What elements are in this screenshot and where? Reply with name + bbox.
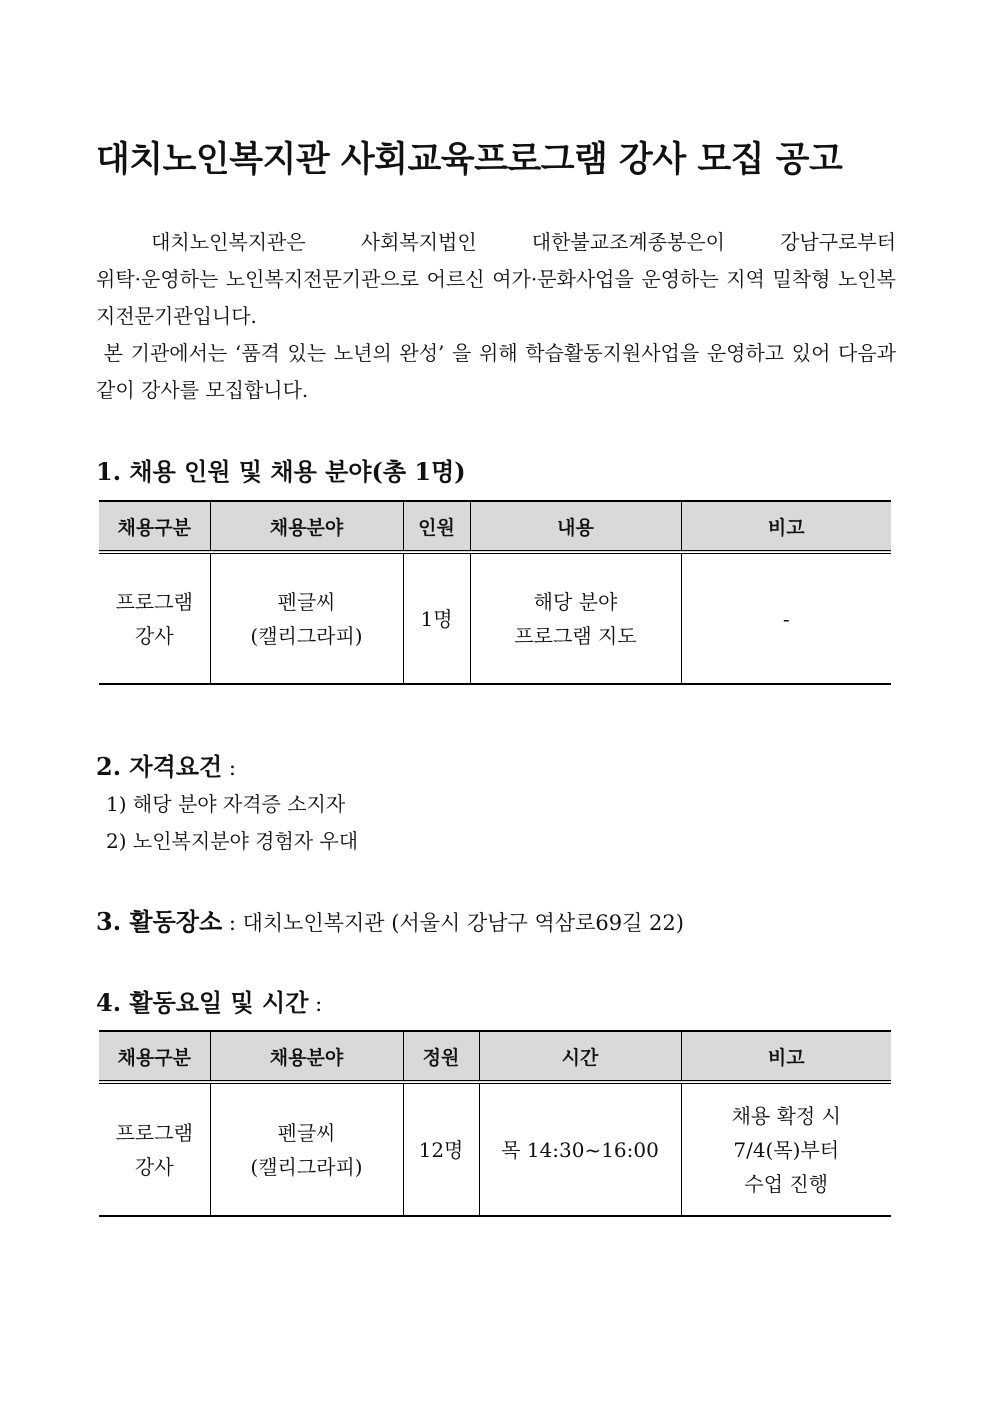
requirements-list [106,786,358,860]
cell-field: 펜글씨 (캘리그라피) [210,1082,403,1216]
section-3-heading: 3. 활동장소 : 대치노인복지관 (서울시 강남구 역삼로69길 22) [96,907,684,936]
section-1-heading: 1. 채용 인원 및 채용 분야(총 1명) [96,457,466,486]
cell-category: 프로그램 강사 [99,552,210,684]
header-category: 채용구분 [99,1031,210,1082]
header-note: 비고 [681,1031,891,1082]
cell-category: 프로그램 강사 [99,1082,210,1216]
intro-paragraph-2: 본 기관에서는 ‘품격 있는 노년의 완성’ 을 위해 학습활동지원사업을 운영하고 있어 다음과 같이 강사를 모집합니다. [96,341,897,402]
section-4-heading: 4. 활동요일 및 시간 : [96,988,323,1017]
table-header-row [99,501,891,552]
table-header-row [99,1031,891,1082]
header-content: 내용 [470,501,681,552]
intro-paragraph-1-line-1: 대치노인복지관은 사회복지법인 대한불교조계종봉은이 강남구로부터 [151,230,897,254]
cell-content: 해당 분야 프로그램 지도 [470,552,681,684]
header-field: 채용분야 [210,501,403,552]
list-item: 2) 노인복지분야 경험자 우대 [106,829,359,853]
intro-paragraph-1-rest: 위탁·운영하는 노인복지전문기관으로 어르신 여가·문화사업을 운영하는 지역 밀착형 노인복지전문기관입니다. [96,267,896,328]
list-item: 1) 해당 분야 자격증 소지자 [106,792,346,816]
header-capacity: 정원 [403,1031,479,1082]
cell-time: 목 14:30~16:00 [479,1082,681,1216]
header-category: 채용구분 [99,501,210,552]
header-field: 채용분야 [210,1031,403,1082]
cell-capacity: 12명 [403,1082,479,1216]
cell-note: - [681,552,891,684]
recruitment-table [99,500,891,685]
schedule-table [99,1030,891,1217]
header-time: 시간 [479,1031,681,1082]
section-2-heading: 2. 자격요건 : [96,752,236,781]
header-count: 인원 [403,501,470,552]
table-row [99,1082,891,1216]
page-title: 대치노인복지관 사회교육프로그램 강사 모집 공고 [96,140,843,180]
intro-paragraphs [96,224,896,409]
cell-note: 채용 확정 시 7/4(목)부터 수업 진행 [681,1082,891,1216]
cell-count: 1명 [403,552,470,684]
cell-field: 펜글씨 (캘리그라피) [210,552,403,684]
header-note: 비고 [681,501,891,552]
table-row [99,552,891,684]
